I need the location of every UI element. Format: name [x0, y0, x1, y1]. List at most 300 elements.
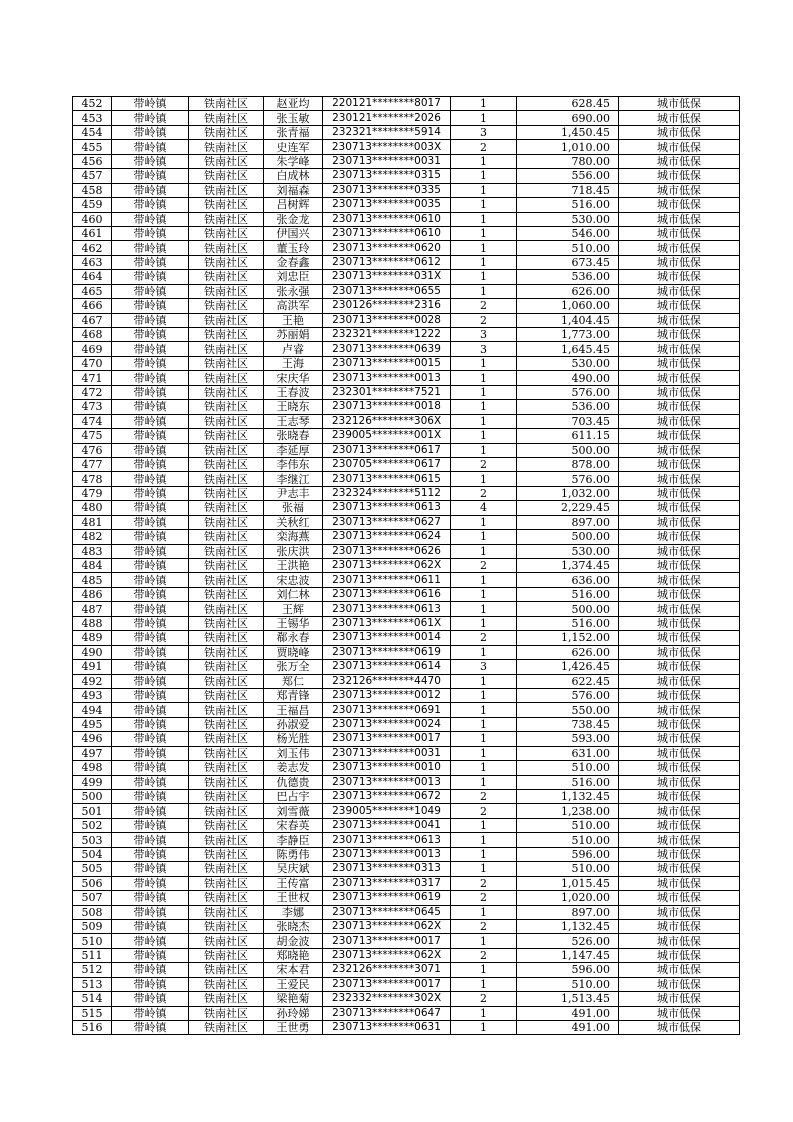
amount-cell: 510.00 — [517, 241, 619, 255]
amount-cell: 1,450.45 — [517, 125, 619, 139]
table-row — [73, 486, 740, 500]
row-number-cell: 489 — [73, 631, 112, 645]
row-number-cell: 505 — [73, 862, 112, 876]
town-cell: 带岭镇 — [112, 790, 189, 804]
amount-cell: 536.00 — [517, 400, 619, 414]
row-number-cell: 483 — [73, 544, 112, 558]
table-row — [73, 862, 740, 876]
name-cell: 刘仁林 — [264, 587, 323, 601]
row-number-cell: 515 — [73, 1006, 112, 1020]
town-cell: 带岭镇 — [112, 255, 189, 269]
id-number-cell: 230713********0631 — [323, 1021, 451, 1035]
town-cell: 带岭镇 — [112, 1006, 189, 1020]
id-number-cell: 230713********062X — [323, 948, 451, 962]
name-cell: 姜志发 — [264, 761, 323, 775]
table-row — [73, 992, 740, 1006]
amount-cell: 1,010.00 — [517, 140, 619, 154]
row-number-cell: 470 — [73, 356, 112, 370]
amount-cell: 536.00 — [517, 270, 619, 284]
table-row — [73, 299, 740, 313]
community-cell: 铁南社区 — [189, 963, 264, 977]
row-number-cell: 469 — [73, 342, 112, 356]
id-number-cell: 230713********031X — [323, 270, 451, 284]
id-number-cell: 230713********0619 — [323, 891, 451, 905]
category-cell: 城市低保 — [619, 1006, 740, 1020]
amount-cell: 1,374.45 — [517, 559, 619, 573]
amount-cell: 1,513.45 — [517, 992, 619, 1006]
town-cell: 带岭镇 — [112, 688, 189, 702]
table-row — [73, 587, 740, 601]
name-cell: 李伟东 — [264, 457, 323, 471]
row-number-cell: 453 — [73, 111, 112, 125]
name-cell: 王世勇 — [264, 1021, 323, 1035]
table-row — [73, 761, 740, 775]
household-count-cell: 1 — [451, 255, 517, 269]
category-cell: 城市低保 — [619, 833, 740, 847]
town-cell: 带岭镇 — [112, 616, 189, 630]
table-row — [73, 934, 740, 948]
household-count-cell: 1 — [451, 284, 517, 298]
table-row — [73, 703, 740, 717]
community-cell: 铁南社区 — [189, 775, 264, 789]
id-number-cell: 230713********0611 — [323, 573, 451, 587]
name-cell: 王辉 — [264, 602, 323, 616]
category-cell: 城市低保 — [619, 775, 740, 789]
table-row — [73, 746, 740, 760]
category-cell: 城市低保 — [619, 429, 740, 443]
community-cell: 铁南社区 — [189, 645, 264, 659]
community-cell: 铁南社区 — [189, 761, 264, 775]
household-count-cell: 1 — [451, 472, 517, 486]
id-number-cell: 230713********0691 — [323, 703, 451, 717]
amount-cell: 576.00 — [517, 688, 619, 702]
community-cell: 铁南社区 — [189, 790, 264, 804]
household-count-cell: 1 — [451, 356, 517, 370]
community-cell: 铁南社区 — [189, 486, 264, 500]
amount-cell: 636.00 — [517, 573, 619, 587]
category-cell: 城市低保 — [619, 183, 740, 197]
town-cell: 带岭镇 — [112, 818, 189, 832]
community-cell: 铁南社区 — [189, 342, 264, 356]
community-cell: 铁南社区 — [189, 717, 264, 731]
name-cell: 王爱民 — [264, 977, 323, 991]
table-row — [73, 559, 740, 573]
id-number-cell: 230713********0617 — [323, 443, 451, 457]
table-row — [73, 125, 740, 139]
amount-cell: 1,147.45 — [517, 948, 619, 962]
row-number-cell: 474 — [73, 414, 112, 428]
table-row — [73, 154, 740, 168]
category-cell: 城市低保 — [619, 212, 740, 226]
name-cell: 栾海燕 — [264, 530, 323, 544]
category-cell: 城市低保 — [619, 876, 740, 890]
name-cell: 陈勇伟 — [264, 847, 323, 861]
name-cell: 史连军 — [264, 140, 323, 154]
row-number-cell: 467 — [73, 313, 112, 327]
town-cell: 带岭镇 — [112, 833, 189, 847]
row-number-cell: 492 — [73, 674, 112, 688]
id-number-cell: 230705********0617 — [323, 457, 451, 471]
amount-cell: 1,238.00 — [517, 804, 619, 818]
amount-cell: 611.15 — [517, 429, 619, 443]
amount-cell: 626.00 — [517, 284, 619, 298]
amount-cell: 673.45 — [517, 255, 619, 269]
household-count-cell: 1 — [451, 371, 517, 385]
town-cell: 带岭镇 — [112, 457, 189, 471]
amount-cell: 780.00 — [517, 154, 619, 168]
community-cell: 铁南社区 — [189, 847, 264, 861]
name-cell: 吴庆斌 — [264, 862, 323, 876]
amount-cell: 530.00 — [517, 356, 619, 370]
household-count-cell: 2 — [451, 919, 517, 933]
household-count-cell: 1 — [451, 226, 517, 240]
household-count-cell: 1 — [451, 1006, 517, 1020]
category-cell: 城市低保 — [619, 804, 740, 818]
town-cell: 带岭镇 — [112, 674, 189, 688]
id-number-cell: 239005********001X — [323, 429, 451, 443]
household-count-cell: 2 — [451, 140, 517, 154]
amount-cell: 1,132.45 — [517, 790, 619, 804]
id-number-cell: 230713********0614 — [323, 660, 451, 674]
name-cell: 王福昌 — [264, 703, 323, 717]
town-cell: 带岭镇 — [112, 992, 189, 1006]
table-row — [73, 169, 740, 183]
household-count-cell: 1 — [451, 443, 517, 457]
name-cell: 王晓东 — [264, 400, 323, 414]
name-cell: 王春波 — [264, 385, 323, 399]
town-cell: 带岭镇 — [112, 732, 189, 746]
id-number-cell: 230713********0013 — [323, 371, 451, 385]
row-number-cell: 497 — [73, 746, 112, 760]
id-number-cell: 230713********0024 — [323, 717, 451, 731]
category-cell: 城市低保 — [619, 761, 740, 775]
household-count-cell: 1 — [451, 602, 517, 616]
name-cell: 王洪艳 — [264, 559, 323, 573]
household-count-cell: 1 — [451, 385, 517, 399]
category-cell: 城市低保 — [619, 486, 740, 500]
community-cell: 铁南社区 — [189, 616, 264, 630]
household-count-cell: 2 — [451, 891, 517, 905]
category-cell: 城市低保 — [619, 717, 740, 731]
row-number-cell: 466 — [73, 299, 112, 313]
name-cell: 孙玲娣 — [264, 1006, 323, 1020]
community-cell: 铁南社区 — [189, 905, 264, 919]
table-row — [73, 1021, 740, 1035]
amount-cell: 510.00 — [517, 977, 619, 991]
name-cell: 吕树辉 — [264, 198, 323, 212]
table-row — [73, 833, 740, 847]
amount-cell: 1,404.45 — [517, 313, 619, 327]
name-cell: 郑青锋 — [264, 688, 323, 702]
category-cell: 城市低保 — [619, 688, 740, 702]
town-cell: 带岭镇 — [112, 746, 189, 760]
household-count-cell: 3 — [451, 328, 517, 342]
household-count-cell: 1 — [451, 775, 517, 789]
town-cell: 带岭镇 — [112, 125, 189, 139]
category-cell: 城市低保 — [619, 140, 740, 154]
amount-cell: 500.00 — [517, 530, 619, 544]
id-number-cell: 232301********7521 — [323, 385, 451, 399]
name-cell: 关秋红 — [264, 515, 323, 529]
household-count-cell: 1 — [451, 833, 517, 847]
category-cell: 城市低保 — [619, 992, 740, 1006]
id-number-cell: 232126********4470 — [323, 674, 451, 688]
id-number-cell: 230713********0610 — [323, 226, 451, 240]
amount-cell: 491.00 — [517, 1021, 619, 1035]
town-cell: 带岭镇 — [112, 414, 189, 428]
name-cell: 张晓杰 — [264, 919, 323, 933]
id-number-cell: 232332********302X — [323, 992, 451, 1006]
row-number-cell: 477 — [73, 457, 112, 471]
table-row — [73, 400, 740, 414]
household-count-cell: 3 — [451, 660, 517, 674]
town-cell: 带岭镇 — [112, 977, 189, 991]
town-cell: 带岭镇 — [112, 226, 189, 240]
community-cell: 铁南社区 — [189, 385, 264, 399]
name-cell: 宋春英 — [264, 818, 323, 832]
id-number-cell: 230713********0013 — [323, 847, 451, 861]
household-count-cell: 1 — [451, 169, 517, 183]
amount-cell: 510.00 — [517, 818, 619, 832]
amount-cell: 526.00 — [517, 934, 619, 948]
household-count-cell: 2 — [451, 559, 517, 573]
name-cell: 刘忠臣 — [264, 270, 323, 284]
category-cell: 城市低保 — [619, 573, 740, 587]
amount-cell: 628.45 — [517, 97, 619, 111]
row-number-cell: 504 — [73, 847, 112, 861]
amount-cell: 556.00 — [517, 169, 619, 183]
town-cell: 带岭镇 — [112, 299, 189, 313]
row-number-cell: 471 — [73, 371, 112, 385]
community-cell: 铁南社区 — [189, 255, 264, 269]
table-row — [73, 342, 740, 356]
amount-cell: 500.00 — [517, 602, 619, 616]
household-count-cell: 1 — [451, 645, 517, 659]
row-number-cell: 514 — [73, 992, 112, 1006]
name-cell: 赵亚均 — [264, 97, 323, 111]
name-cell: 郗永春 — [264, 631, 323, 645]
table-row — [73, 905, 740, 919]
community-cell: 铁南社区 — [189, 400, 264, 414]
category-cell: 城市低保 — [619, 472, 740, 486]
category-cell: 城市低保 — [619, 371, 740, 385]
category-cell: 城市低保 — [619, 385, 740, 399]
table-row — [73, 804, 740, 818]
id-number-cell: 239005********1049 — [323, 804, 451, 818]
community-cell: 铁南社区 — [189, 660, 264, 674]
town-cell: 带岭镇 — [112, 342, 189, 356]
id-number-cell: 230713********0014 — [323, 631, 451, 645]
row-number-cell: 499 — [73, 775, 112, 789]
table-row — [73, 270, 740, 284]
town-cell: 带岭镇 — [112, 559, 189, 573]
table-row — [73, 688, 740, 702]
category-cell: 城市低保 — [619, 919, 740, 933]
table-row — [73, 328, 740, 342]
household-count-cell: 1 — [451, 111, 517, 125]
amount-cell: 516.00 — [517, 616, 619, 630]
household-count-cell: 1 — [451, 934, 517, 948]
community-cell: 铁南社区 — [189, 284, 264, 298]
household-count-cell: 1 — [451, 530, 517, 544]
table-row — [73, 429, 740, 443]
community-cell: 铁南社区 — [189, 140, 264, 154]
town-cell: 带岭镇 — [112, 891, 189, 905]
household-count-cell: 1 — [451, 400, 517, 414]
row-number-cell: 473 — [73, 400, 112, 414]
amount-cell: 516.00 — [517, 775, 619, 789]
name-cell: 刘雪薇 — [264, 804, 323, 818]
name-cell: 苏丽娟 — [264, 328, 323, 342]
row-number-cell: 456 — [73, 154, 112, 168]
amount-cell: 490.00 — [517, 371, 619, 385]
community-cell: 铁南社区 — [189, 948, 264, 962]
name-cell: 张青福 — [264, 125, 323, 139]
name-cell: 张万全 — [264, 660, 323, 674]
table-row — [73, 97, 740, 111]
category-cell: 城市低保 — [619, 602, 740, 616]
town-cell: 带岭镇 — [112, 443, 189, 457]
household-count-cell: 1 — [451, 847, 517, 861]
category-cell: 城市低保 — [619, 226, 740, 240]
row-number-cell: 457 — [73, 169, 112, 183]
household-count-cell: 2 — [451, 631, 517, 645]
id-number-cell: 230713********0624 — [323, 530, 451, 544]
category-cell: 城市低保 — [619, 948, 740, 962]
town-cell: 带岭镇 — [112, 313, 189, 327]
category-cell: 城市低保 — [619, 905, 740, 919]
town-cell: 带岭镇 — [112, 703, 189, 717]
household-count-cell: 1 — [451, 761, 517, 775]
community-cell: 铁南社区 — [189, 919, 264, 933]
amount-cell: 2,229.45 — [517, 501, 619, 515]
amount-cell: 622.45 — [517, 674, 619, 688]
amount-cell: 718.45 — [517, 183, 619, 197]
community-cell: 铁南社区 — [189, 732, 264, 746]
amount-cell: 596.00 — [517, 847, 619, 861]
household-count-cell: 1 — [451, 212, 517, 226]
row-number-cell: 495 — [73, 717, 112, 731]
name-cell: 孙淑爱 — [264, 717, 323, 731]
household-count-cell: 1 — [451, 573, 517, 587]
town-cell: 带岭镇 — [112, 948, 189, 962]
community-cell: 铁南社区 — [189, 183, 264, 197]
category-cell: 城市低保 — [619, 457, 740, 471]
community-cell: 铁南社区 — [189, 977, 264, 991]
town-cell: 带岭镇 — [112, 963, 189, 977]
name-cell: 宋本君 — [264, 963, 323, 977]
amount-cell: 897.00 — [517, 905, 619, 919]
name-cell: 巴占宇 — [264, 790, 323, 804]
id-number-cell: 230713********0645 — [323, 905, 451, 919]
table-row — [73, 891, 740, 905]
town-cell: 带岭镇 — [112, 530, 189, 544]
table-row — [73, 876, 740, 890]
name-cell: 宋忠波 — [264, 573, 323, 587]
name-cell: 王艳 — [264, 313, 323, 327]
name-cell: 贾晓峰 — [264, 645, 323, 659]
community-cell: 铁南社区 — [189, 515, 264, 529]
category-cell: 城市低保 — [619, 862, 740, 876]
id-number-cell: 230713********0615 — [323, 472, 451, 486]
household-count-cell: 2 — [451, 992, 517, 1006]
name-cell: 李娜 — [264, 905, 323, 919]
household-count-cell: 1 — [451, 862, 517, 876]
table-row — [73, 790, 740, 804]
id-number-cell: 230713********062X — [323, 559, 451, 573]
community-cell: 铁南社区 — [189, 97, 264, 111]
id-number-cell: 230713********0647 — [323, 1006, 451, 1020]
category-cell: 城市低保 — [619, 977, 740, 991]
household-count-cell: 4 — [451, 501, 517, 515]
id-number-cell: 230713********0613 — [323, 833, 451, 847]
name-cell: 高洪军 — [264, 299, 323, 313]
id-number-cell: 230713********0639 — [323, 342, 451, 356]
town-cell: 带岭镇 — [112, 212, 189, 226]
name-cell: 郑晓艳 — [264, 948, 323, 962]
row-number-cell: 493 — [73, 688, 112, 702]
name-cell: 卢睿 — [264, 342, 323, 356]
community-cell: 铁南社区 — [189, 992, 264, 1006]
row-number-cell: 476 — [73, 443, 112, 457]
amount-cell: 596.00 — [517, 963, 619, 977]
household-count-cell: 2 — [451, 299, 517, 313]
row-number-cell: 481 — [73, 515, 112, 529]
row-number-cell: 486 — [73, 587, 112, 601]
id-number-cell: 230713********0627 — [323, 515, 451, 529]
category-cell: 城市低保 — [619, 746, 740, 760]
table-row — [73, 1006, 740, 1020]
town-cell: 带岭镇 — [112, 183, 189, 197]
row-number-cell: 509 — [73, 919, 112, 933]
name-cell: 王传富 — [264, 876, 323, 890]
name-cell: 王世权 — [264, 891, 323, 905]
community-cell: 铁南社区 — [189, 559, 264, 573]
household-count-cell: 1 — [451, 429, 517, 443]
town-cell: 带岭镇 — [112, 919, 189, 933]
household-count-cell: 2 — [451, 486, 517, 500]
amount-cell: 690.00 — [517, 111, 619, 125]
household-count-cell: 1 — [451, 688, 517, 702]
id-number-cell: 230713********0013 — [323, 775, 451, 789]
id-number-cell: 230713********0313 — [323, 862, 451, 876]
category-cell: 城市低保 — [619, 934, 740, 948]
category-cell: 城市低保 — [619, 313, 740, 327]
community-cell: 铁南社区 — [189, 198, 264, 212]
community-cell: 铁南社区 — [189, 111, 264, 125]
id-number-cell: 232126********3071 — [323, 963, 451, 977]
category-cell: 城市低保 — [619, 328, 740, 342]
table-row — [73, 226, 740, 240]
row-number-cell: 491 — [73, 660, 112, 674]
category-cell: 城市低保 — [619, 342, 740, 356]
town-cell: 带岭镇 — [112, 645, 189, 659]
town-cell: 带岭镇 — [112, 97, 189, 111]
name-cell: 张玉敏 — [264, 111, 323, 125]
community-cell: 铁南社区 — [189, 356, 264, 370]
amount-cell: 491.00 — [517, 1006, 619, 1020]
town-cell: 带岭镇 — [112, 140, 189, 154]
row-number-cell: 490 — [73, 645, 112, 659]
category-cell: 城市低保 — [619, 169, 740, 183]
amount-cell: 1,426.45 — [517, 660, 619, 674]
name-cell: 金春鑫 — [264, 255, 323, 269]
category-cell: 城市低保 — [619, 790, 740, 804]
id-number-cell: 230713********0031 — [323, 746, 451, 760]
name-cell: 伊国兴 — [264, 226, 323, 240]
household-count-cell: 1 — [451, 674, 517, 688]
community-cell: 铁南社区 — [189, 414, 264, 428]
